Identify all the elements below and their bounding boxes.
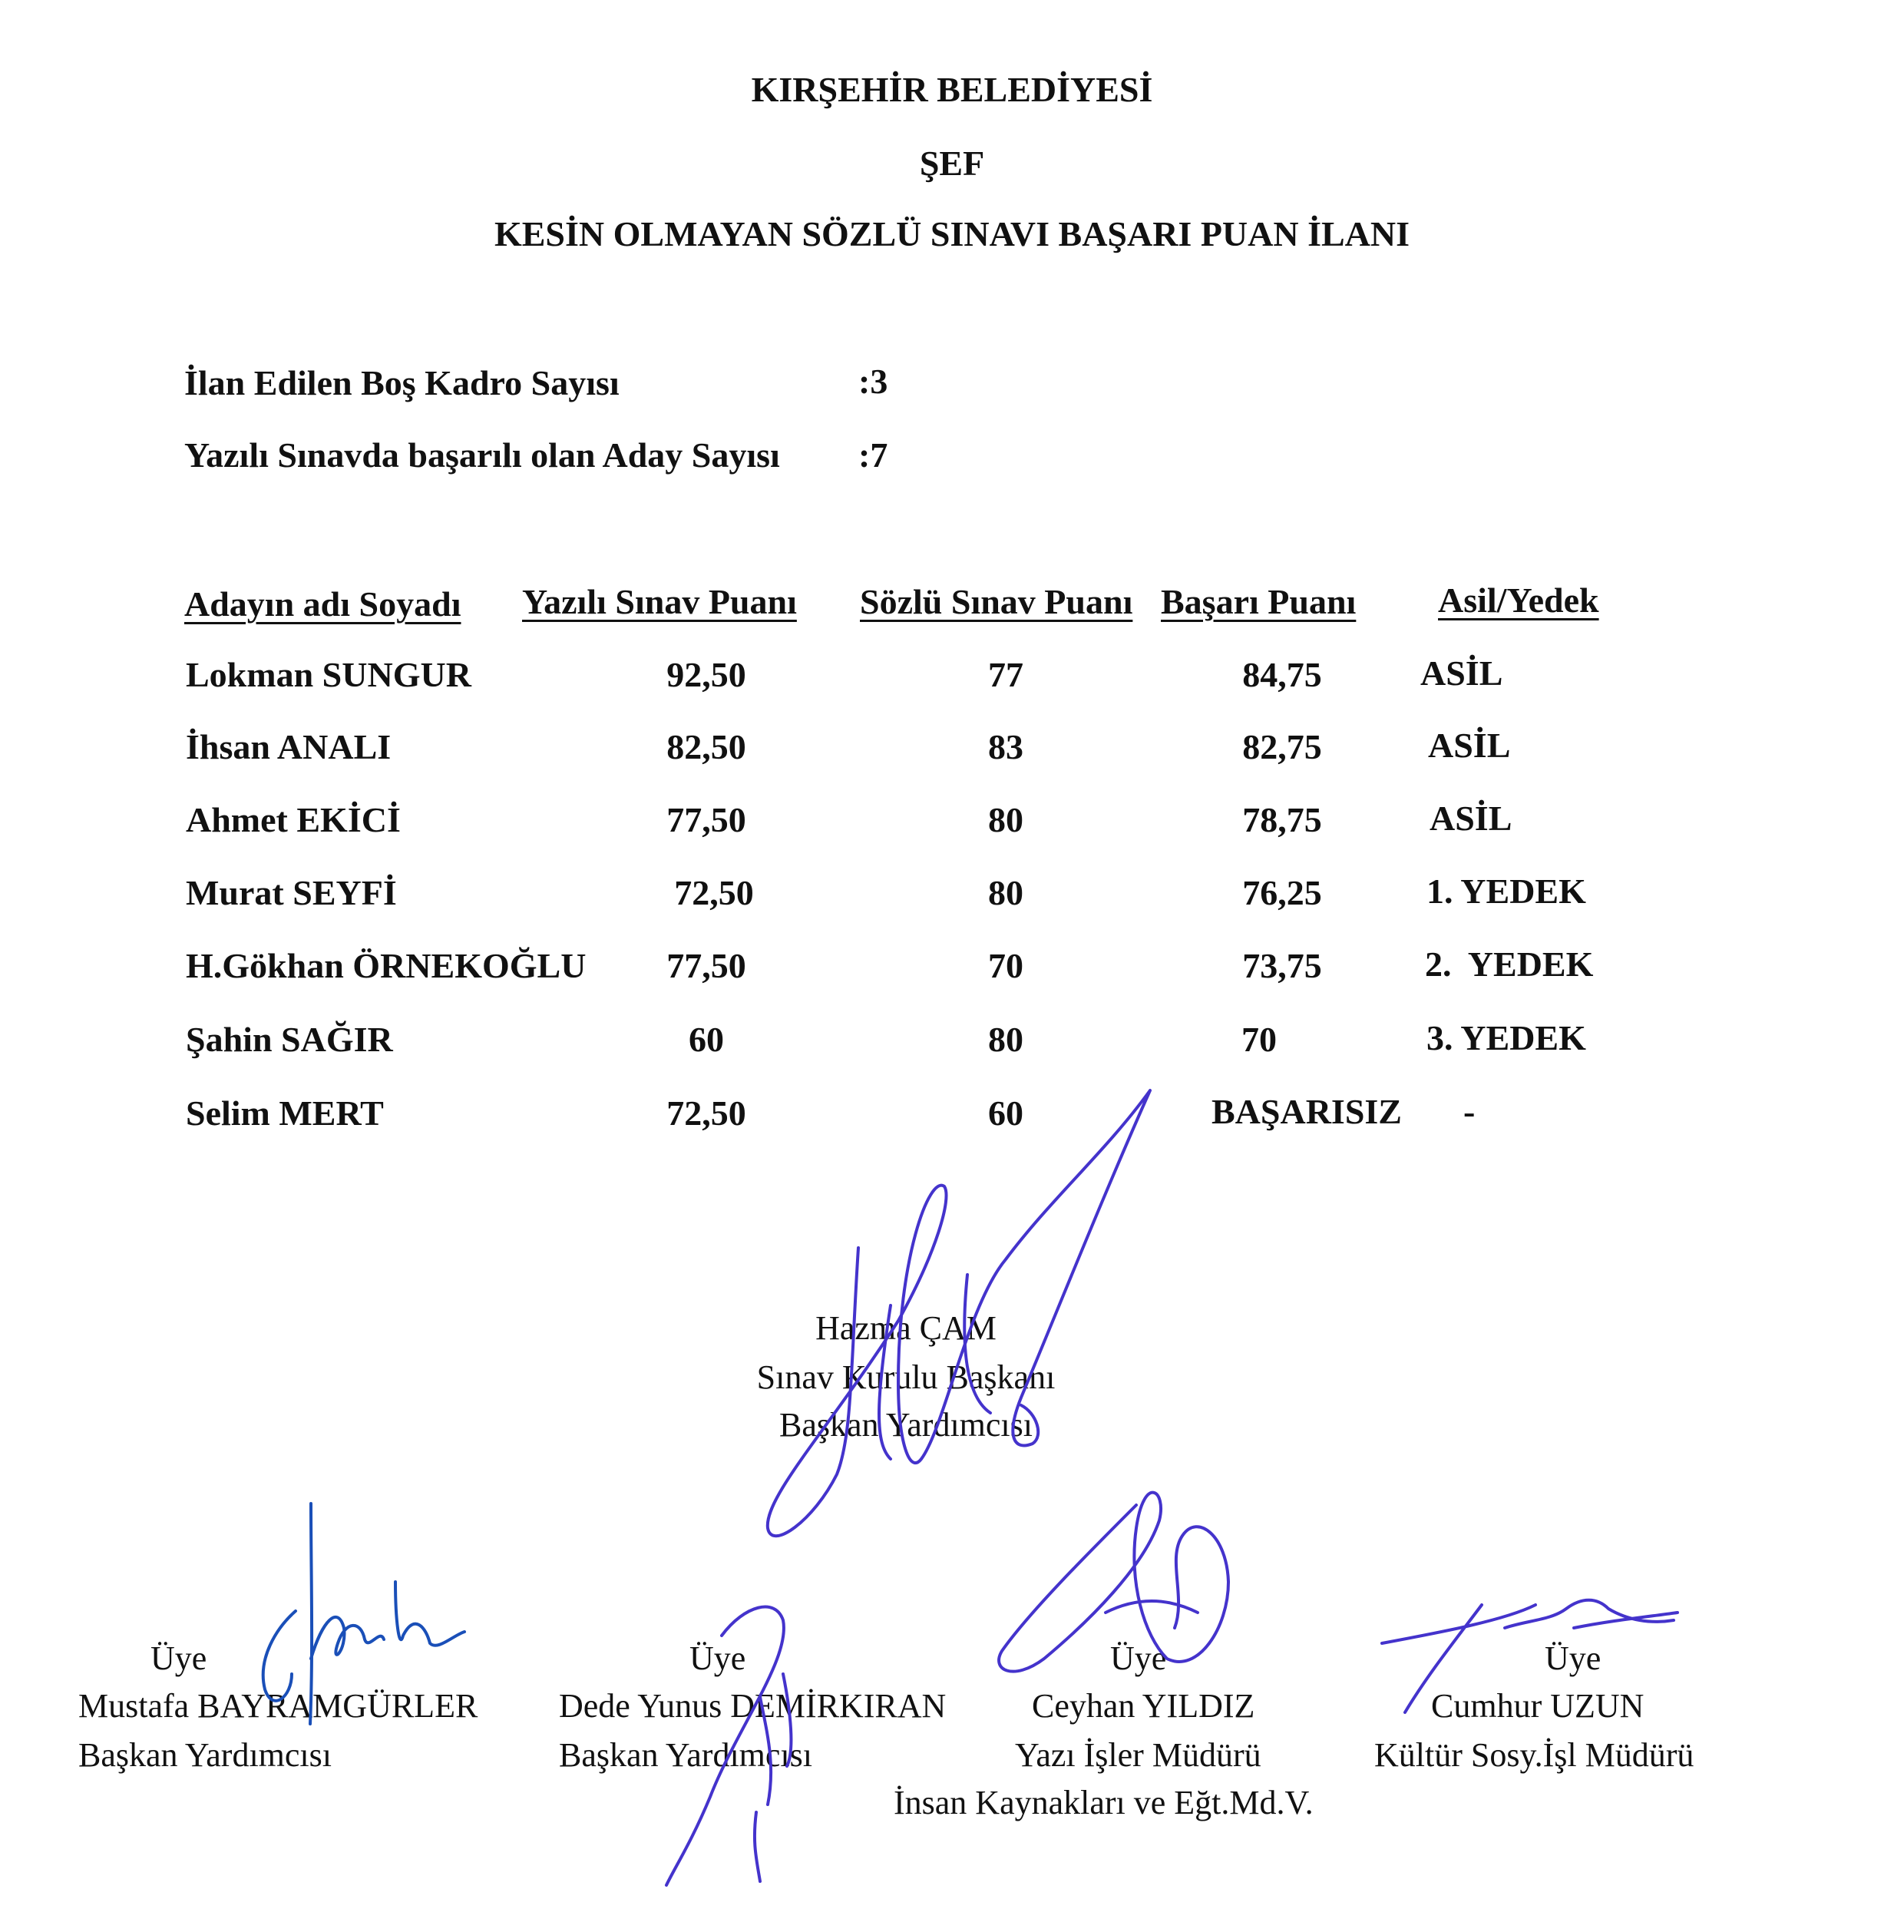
member-name: Ceyhan YILDIZ	[1032, 1687, 1255, 1725]
cell-written: 77,50	[666, 946, 746, 985]
cell-status: 1. YEDEK	[1426, 872, 1586, 911]
cell-status: 3. YEDEK	[1426, 1018, 1586, 1057]
cell-written: 92,50	[666, 655, 746, 694]
member-label: Üye	[1110, 1639, 1167, 1677]
cell-oral: 80	[988, 800, 1023, 839]
member-label: Üye	[1545, 1639, 1602, 1677]
cell-score: 82,75	[1242, 727, 1322, 766]
member-title: Yazı İşler Müdürü	[1015, 1736, 1261, 1774]
chair-role: Sınav Kurulu Başkanı	[756, 1358, 1056, 1396]
chair-name: Hazma ÇAM	[815, 1309, 997, 1347]
cell-written: 60	[689, 1020, 724, 1059]
vacancy-label: İlan Edilen Boş Kadro Sayısı	[184, 363, 620, 402]
cell-name: Şahin SAĞIR	[186, 1020, 393, 1059]
cell-status: 2. YEDEK	[1425, 944, 1594, 984]
cell-status: ASİL	[1430, 799, 1512, 838]
chair-role-2: Başkan Yardımcısı	[779, 1406, 1033, 1444]
cell-score: 70	[1241, 1020, 1277, 1059]
member-name: Mustafa BAYRAMGÜRLER	[78, 1687, 478, 1725]
cell-name: İhsan ANALI	[186, 727, 392, 766]
col-header-oral: Sözlü Sınav Puanı	[860, 582, 1133, 621]
cell-oral: 80	[988, 1020, 1023, 1059]
passed-value: :7	[858, 435, 888, 475]
col-header-name: Adayın adı Soyadı	[184, 584, 461, 624]
cell-score: BAŞARISIZ	[1211, 1092, 1402, 1131]
member-title: Başkan Yardımcısı	[559, 1736, 812, 1774]
cell-score: 78,75	[1242, 800, 1322, 839]
passed-label: Yazılı Sınavda başarılı olan Aday Sayısı	[184, 435, 780, 475]
cell-oral: 80	[988, 873, 1023, 912]
cell-oral: 77	[988, 655, 1023, 694]
cell-status: ASİL	[1428, 726, 1511, 765]
cell-name: Murat SEYFİ	[186, 873, 397, 912]
cell-written: 72,50	[666, 1093, 746, 1133]
cell-score: 76,25	[1242, 873, 1322, 912]
cell-name: Lokman SUNGUR	[186, 655, 471, 694]
cell-score: 84,75	[1242, 655, 1322, 694]
cell-name: H.Gökhan ÖRNEKOĞLU	[186, 946, 587, 985]
col-header-status: Asil/Yedek	[1438, 581, 1599, 620]
member-name: Dede Yunus DEMİRKIRAN	[559, 1687, 947, 1725]
cell-status: -	[1463, 1092, 1476, 1131]
member-title: Kültür Sosy.İşl Müdürü	[1374, 1736, 1694, 1774]
cell-written: 72,50	[674, 873, 754, 912]
title-municipality: KIRŞEHİR BELEDİYESİ	[751, 70, 1153, 109]
cell-written: 77,50	[666, 800, 746, 839]
cell-oral: 70	[988, 946, 1023, 985]
member-label: Üye	[689, 1639, 746, 1677]
cell-name: Selim MERT	[186, 1093, 384, 1133]
vacancy-value: :3	[858, 362, 888, 401]
cell-status: ASİL	[1420, 653, 1503, 693]
cell-score: 73,75	[1242, 946, 1322, 985]
member-title-2: İnsan Kaynakları ve Eğt.Md.V.	[894, 1784, 1314, 1821]
col-header-written: Yazılı Sınav Puanı	[522, 582, 797, 621]
title-position: ŞEF	[919, 144, 985, 183]
member-name: Cumhur UZUN	[1431, 1687, 1645, 1725]
member-title: Başkan Yardımcısı	[78, 1736, 332, 1774]
cell-oral: 83	[988, 727, 1023, 766]
cell-name: Ahmet EKİCİ	[186, 800, 401, 839]
title-announcement: KESİN OLMAYAN SÖZLÜ SINAVI BAŞARI PUAN İLANI	[494, 214, 1410, 253]
col-header-score: Başarı Puanı	[1161, 582, 1357, 621]
member-label: Üye	[150, 1639, 207, 1677]
cell-written: 82,50	[666, 727, 746, 766]
cell-oral: 60	[988, 1093, 1023, 1133]
